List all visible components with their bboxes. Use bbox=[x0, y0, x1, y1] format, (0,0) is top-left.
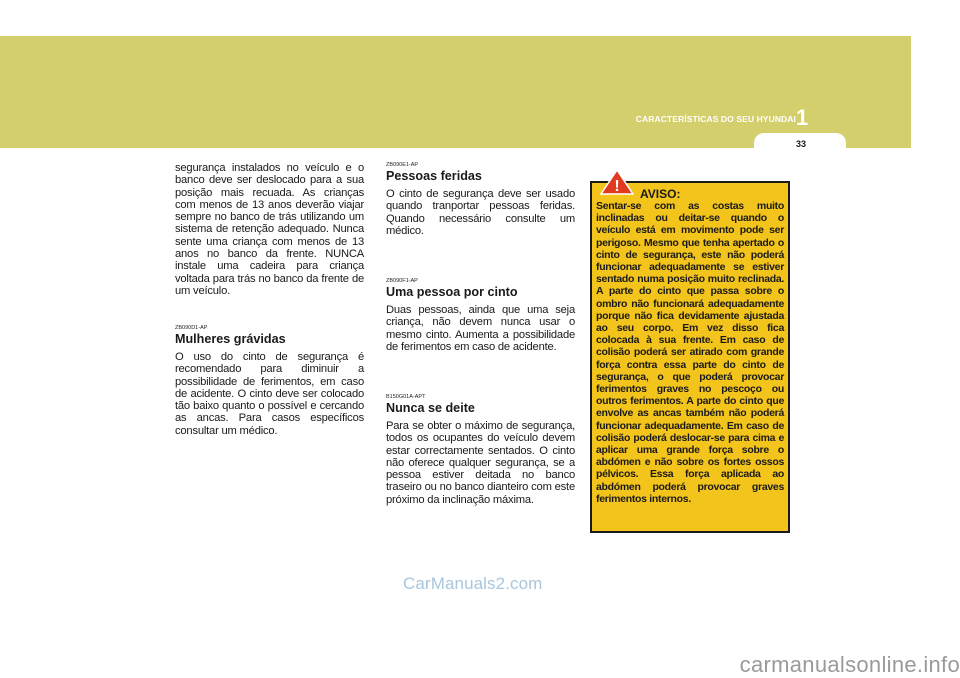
section-code: B150G01A-APT bbox=[386, 394, 426, 400]
section-heading: Uma pessoa por cinto bbox=[386, 285, 518, 299]
section-body: O cinto de segurança deve ser usado quando tranportar pessoas feridas. Quando necessário consulte um médico. bbox=[386, 188, 575, 237]
chapter-number: 1 bbox=[796, 105, 809, 130]
section-heading: Mulheres grávidas bbox=[175, 332, 286, 346]
watermark-footer: carmanualsonline.info bbox=[739, 652, 960, 677]
warning-triangle-icon bbox=[600, 169, 634, 195]
header-band bbox=[0, 36, 911, 148]
section-heading: Pessoas feridas bbox=[386, 169, 482, 183]
page-number: 33 bbox=[796, 139, 807, 149]
warning-body: Sentar-se com as costas muito inclinadas ou deitar-se quando o veículo está em movimento pode ser perigoso. Mesmo que tenha apertado o cinto de segurança, este não poderá funcionar adequadamente se estiver sentado numa posição muito reclinada. A parte do cinto que passa sobre o ombro não funcionará adequadamente porque não fica devidamente ajustada ao seu corpo. Em vez disso fica colocada à sua frente. Em caso de colisão poderá ser atirado com grande força contra essa parte do cinto de segurança, o que poderá provocar ferimentos graves no pescoço ou outros ferimentos. A parte do cinto que envolve as ancas também não poderá funcionar adequadamente. Em caso de colisão poderá deslocar-se para cima e aplicar uma grande força sobre o abdómen e não sobre os fortes ossos pélvicos. Essa força aplicada ao abdómen poderá provocar graves ferimentos internos. bbox=[596, 200, 784, 505]
section-title: CARACTERÍSTICAS DO SEU HYUNDAI bbox=[635, 114, 796, 124]
section-one-person-per-belt bbox=[386, 278, 575, 353]
warning-symbol: ! bbox=[614, 178, 620, 195]
section-code: ZB090F1-AP bbox=[386, 278, 418, 284]
watermark-center: CarManuals2.com bbox=[403, 574, 543, 593]
section-heading: Nunca se deite bbox=[386, 401, 475, 415]
section-never-lie-down bbox=[386, 394, 575, 506]
section-body: O uso do cinto de segurança é recomendado para diminuir a possibilidade de ferimentos, em caso de acidente. O cinto deve ser colocado tão baixo quanto o possível e cercando as ancas. Para casos específicos consultar um médico. bbox=[175, 351, 364, 437]
intro-paragraph: segurança instalados no veículo e o banco deve ser deslocado para a sua posição mais recuada. As crianças com menos de 13 anos deverão viajar sempre no banco de trás utilizando um sistema de retenção adequado. Nunca sente uma criança com menos de 13 anos no banco da frente. NUNCA instale uma cadeira para criança voltada para trás no banco da frente de um veículo. bbox=[175, 162, 364, 297]
section-injured-persons bbox=[386, 162, 575, 237]
section-code: ZB090D1-AP bbox=[175, 325, 208, 331]
section-pregnant-women bbox=[175, 325, 364, 437]
section-body: Duas pessoas, ainda que uma seja criança, não devem nunca usar o mesmo cinto. Aumenta a possibilidade de ferimentos em caso de acidente. bbox=[386, 304, 575, 353]
warning-title: AVISO: bbox=[640, 187, 681, 201]
column-left bbox=[175, 162, 364, 437]
section-body: Para se obter o máximo de segurança, todos os ocupantes do veículo devem estar correctamente sentados. O cinto não oferece qualquer segurança, se a pessoa estiver deitada no banco traseiro ou no banco dianteiro com este próximo da inclinação máxima. bbox=[386, 420, 575, 506]
section-code: ZB090E1-AP bbox=[386, 162, 419, 168]
warning-box bbox=[590, 181, 790, 533]
